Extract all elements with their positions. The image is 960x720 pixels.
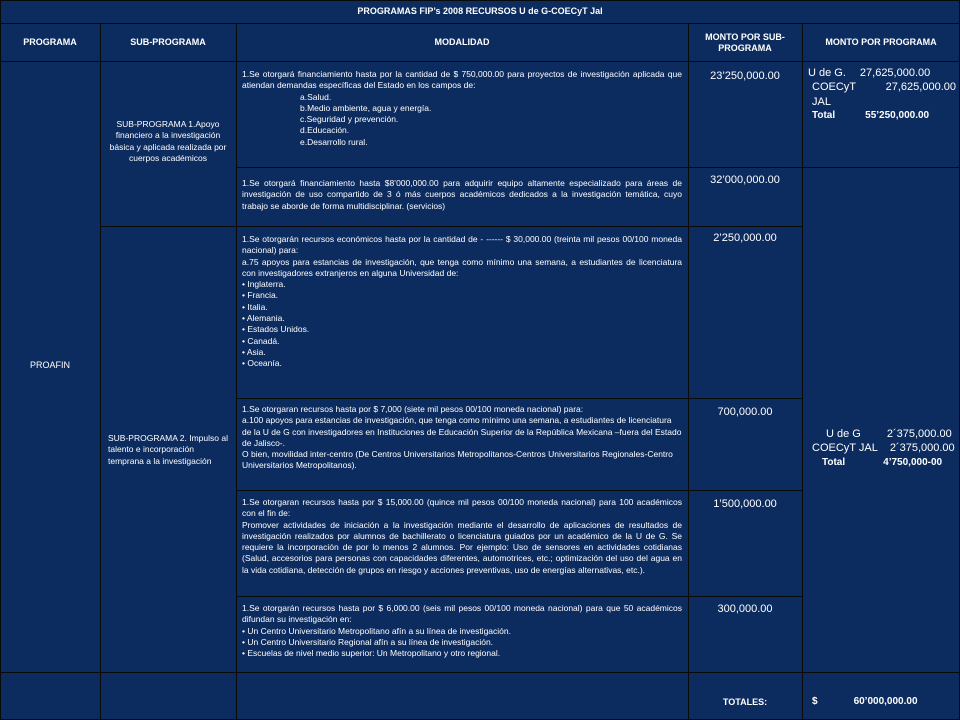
modality-2-3 [236,497,688,576]
modality-detail: a.100 apoyos para estancias de investigación, que tenga como mínimo una semana, a estudiantes de licenciatura de la U de G con investigadores en Instituciones de Educación Superior de la República Mexicana –fuera del Estado de Jalisco-. [242,415,682,448]
list-item: • Escuelas de nivel medio superior: Un Metropolitano y otro regional. [242,648,501,659]
total-value: 55’250,000.00 [865,109,930,121]
list-item: • Francia. [242,290,279,301]
list-item: • Un Centro Universitario Regional afín a su línea de investigación. [242,636,494,647]
coecyt-label: COECyT JAL [812,81,856,108]
list-item: • Inglaterra. [242,279,286,290]
sub-program-1-label: SUB-PROGRAMA 1.Apoyo financiero a la investigación básica y aplicada realizada por cuerpos académicos [109,119,227,164]
modality-intro: 1.Se otorgaran recursos hasta por $ 7,000 (siete mil pesos 00/100 moneda nacional) para: [242,404,584,414]
currency-symbol: $ [812,696,818,707]
list-item: e.Desarrollo rural. [300,136,368,147]
amount-1-2: 32’000,000.00 [710,174,780,186]
list-item: • Asia. [242,346,266,357]
total-label: Total [812,109,836,121]
header-programa: PROGRAMA [23,37,77,48]
modality-intro: 1.Se otorgará financiamiento hasta por la cantidad de $ 750,000.00 para proyectos de investigación aplicada que atiendan demandas específicas del Estado en los campos de: [242,69,682,91]
list-item: a.Salud. [300,91,332,102]
list-item: b.Medio ambiente, agua y energía. [300,102,432,113]
udg-label: U de G. [808,67,846,79]
modality-detail: Promover actividades de iniciación a la investigación mediante el desarrollo de aplicaciones de resultados de investigación realizados por alumnos de bachillerato o licenciatura guiados por un académico de la U de G. Se requiere la incorporación de por lo menos 2 alumnos. Por ejemplo: Uso de sensores en actividades cotidianas (Salud, accesorios para personas con capacidades diferentes, automotrices, etc.; optimización del uso del agua en la vida cotidiana, detección de grupos en riesgo y acciones preventivas, uso de energías alternativas, etc.). [242,519,682,575]
header-monto-programa: MONTO POR PROGRAMA [825,37,937,48]
header-modalidad: MODALIDAD [434,37,490,48]
sub-program-2-label: SUB-PROGRAMA 2. Impulso al talento e incorporación temprana a la investigación [108,433,228,466]
header-monto-sub-programa: MONTO POR SUB-PROGRAMA [705,31,785,53]
list-item: • Estados Unidos. [242,324,310,335]
amount-2-1: 2’250,000.00 [713,232,777,244]
total-value: 4’750,000-00 [883,456,943,468]
program-total-2 [808,427,956,469]
list-item: • Canadá. [242,335,280,346]
programa-name: PROAFIN [29,360,70,370]
totals-label: TOTALES: [722,697,768,707]
modality-intro: 1.Se otorgaran recursos hasta por $ 15,000.00 (quince mil pesos 00/100 moneda nacional) para 100 académicos con el fin de: [242,497,682,519]
coecyt-label: COECyT JAL [812,442,878,455]
modality-1-2 [236,178,688,212]
table-title: PROGRAMAS FIP’s 2008 RECURSOS U de G-COECyT Jal [357,6,603,17]
amount-2-2: 700,000.00 [717,406,773,418]
modality-1-1 [236,69,688,148]
modality-intro: 1.Se otorgarán recursos económicos hasta por la cantidad de - ------ $ 30,000.00 (treinta mil pesos 00/100 moneda nacional) para: [242,234,682,256]
totals-value [812,696,956,707]
total-label: Total [822,456,846,468]
list-item: • Alemania. [242,313,285,324]
udg-value: 27,625,000.00 [859,67,931,79]
udg-label: U de G [826,428,861,440]
program-total-1 [808,66,956,122]
modality-intro: 1.Se otorgarán recursos hasta por $ 6,000.00 (seis mil pesos 00/100 moneda nacional) para que 50 académicos difundan su investigación en: [242,603,682,625]
amount-1-1: 23’250,000.00 [710,70,780,82]
coecyt-value: 2´375,000.00 [889,442,955,455]
grand-total: 60’000,000.00 [853,696,918,707]
list-item: • Oceanía. [242,358,282,369]
amount-2-4: 300,000.00 [717,603,773,615]
modality-detail: a.75 apoyos para estancias de investigación, que tenga como mínimo una semana, a estudiantes de licenciatura con investigadores extranjeros en alguna Universidad de: [242,256,682,278]
udg-value: 2´375,000.00 [886,428,952,440]
modality-2-1 [236,234,688,370]
amount-2-3: 1’500,000.00 [713,498,777,510]
modality-extra: O bien, movilidad inter-centro (De Centros Universitarios Metropolitanos-Centros Universitarios Regionales-Centro Universitarios Metropolitanos). [242,449,673,471]
list-item: • Italia. [242,301,268,312]
list-item: d.Educación. [300,125,350,136]
coecyt-value: 27,625,000.00 [885,81,956,94]
modality-2-2 [236,404,688,472]
header-sub-programa: SUB-PROGRAMA [130,37,206,48]
modality-2-4 [236,603,688,659]
list-item: c.Seguridad y prevención. [300,114,399,125]
modality-intro: 1.Se otorgará financiamiento hasta $8’000,000.00 para adquirir equipo altamente especializado para áreas de investigación de uso compartido de 3 ó más cuerpos académicos dedicados a la investigación temática, cuyo trabajo se aborde de forma multidisciplinar. (servicios) [242,178,682,211]
list-item: • Un Centro Universitario Metropolitano afín a su línea de investigación. [242,625,511,636]
